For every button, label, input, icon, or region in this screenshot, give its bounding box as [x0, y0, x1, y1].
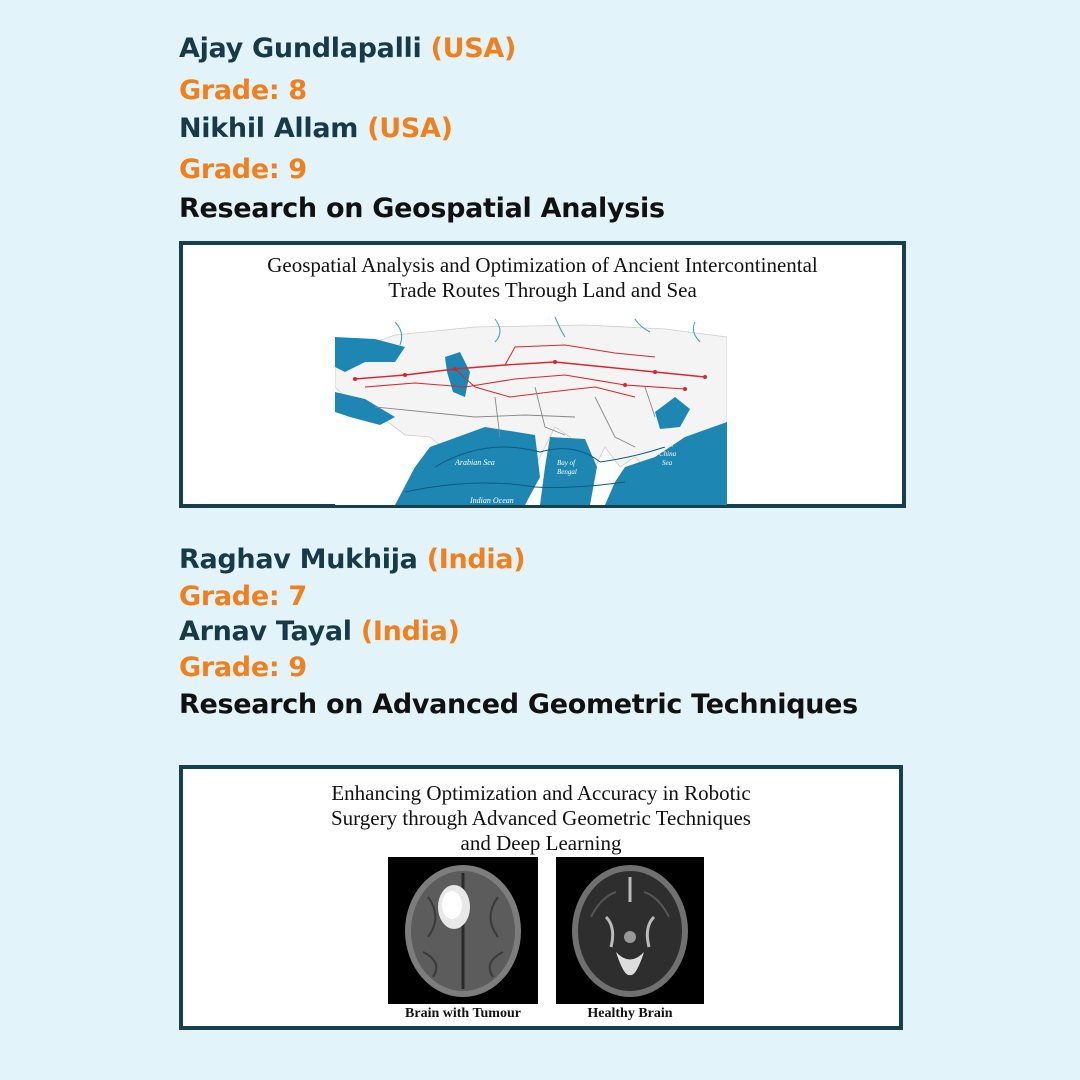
student-name-line	[179, 113, 453, 144]
student-name: Ajay Gundlapalli	[179, 33, 422, 64]
mri-healthy-image	[556, 857, 704, 1004]
research-topic: Research on Geospatial Analysis	[179, 193, 665, 224]
student-grade: Grade: 8	[179, 75, 307, 106]
student-name: Raghav Mukhija	[179, 544, 418, 575]
research-topic: Research on Advanced Geometric Techniques	[179, 689, 858, 720]
research-card-robotic-surgery	[179, 765, 903, 1030]
map-label: Indian Ocean	[470, 496, 514, 505]
student-grade: Grade: 7	[179, 581, 307, 612]
student-country: (USA)	[430, 33, 517, 64]
map-label: China	[659, 450, 677, 458]
student-name-line	[179, 33, 516, 64]
trade-routes-map	[335, 317, 727, 505]
student-name-line	[179, 544, 525, 575]
student-country: (India)	[360, 616, 460, 647]
student-name-line	[179, 616, 460, 647]
student-name: Nikhil Allam	[179, 113, 359, 144]
mri-tumour-image	[388, 857, 538, 1004]
student-name: Arnav Tayal	[179, 616, 352, 647]
map-label: Arabian Sea	[455, 458, 495, 467]
image-caption: Brain with Tumour	[405, 1006, 521, 1021]
map-label: Bengal	[557, 468, 577, 476]
map-label: South	[657, 441, 673, 449]
student-grade: Grade: 9	[179, 154, 307, 185]
student-country: (USA)	[367, 113, 453, 144]
paper-title: Enhancing Optimization and Accuracy in Robotic Surgery through Advanced Geometric Techniques and Deep Learning	[331, 781, 751, 855]
map-label: Sea	[662, 459, 673, 467]
image-caption: Healthy Brain	[587, 1006, 673, 1021]
student-grade: Grade: 9	[179, 652, 307, 683]
student-country: (India)	[426, 544, 526, 575]
map-label: Bay of	[557, 459, 576, 467]
paper-title: Geospatial Analysis and Optimization of Ancient Intercontinental Trade Routes Through Land and Sea	[267, 253, 818, 302]
research-card-geospatial	[179, 241, 906, 508]
